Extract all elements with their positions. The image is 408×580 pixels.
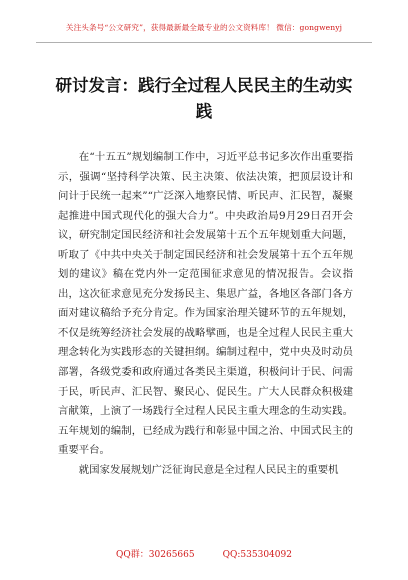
document-body	[58, 148, 353, 480]
document-title: 研讨发言：践行全过程人民民主的生动实践	[55, 76, 353, 121]
promo-header: 关注头条号“公文研究”，获得最新最全最专业的公文资料库！ 微信：gongwenyj	[65, 23, 343, 32]
paragraph: 就国家发展规划广泛征询民意是全过程人民民主的重要机	[78, 463, 339, 476]
contact-footer	[0, 547, 408, 560]
qq-group-text: QQ群：30265665	[116, 550, 195, 560]
paragraph: 在“十五五”规划编制工作中，习近平总书记多次作出重要指示，强调“坚持科学决策、民主决策、依法决策，把顶层设计和问计于民统一起来”“广泛深入地察民情、听民声、汇民智，凝聚起推进中国式现代化的强大合力”。中央政治局9月29日召开会议，研究制定国民经济和社会发展第十五个五年规划重大问题，听取了《中共中央关于制定国民经济和社会发展第十五个五年规划的建议》稿在党内外一定范围征求意见的情况报告。会议指出，这次征求意见充分发扬民主、集思广益，各地区各部门各方面对建议稿给予充分肯定。作为国家治理关键环节的五年规划，不仅是统筹经济社会发展的战略擘画，也是全过程人民民主重大理念转化为实践形态的关键担纲。编制过程中，党中央及时动员部署，各级党委和政府通过各类民主渠道，积极问计于民、问需于民，听民声、汇民智、聚民心、促民生。广大人民群众积极建言献策，上演了一场践行全过程人民民主重大理念的生动实践。五年规划的编制，已经成为践行和彰显中国之治、中国式民主的重要平台。	[58, 151, 353, 457]
qq-number-text: QQ:535304092	[222, 550, 292, 560]
header-divider	[36, 42, 372, 43]
